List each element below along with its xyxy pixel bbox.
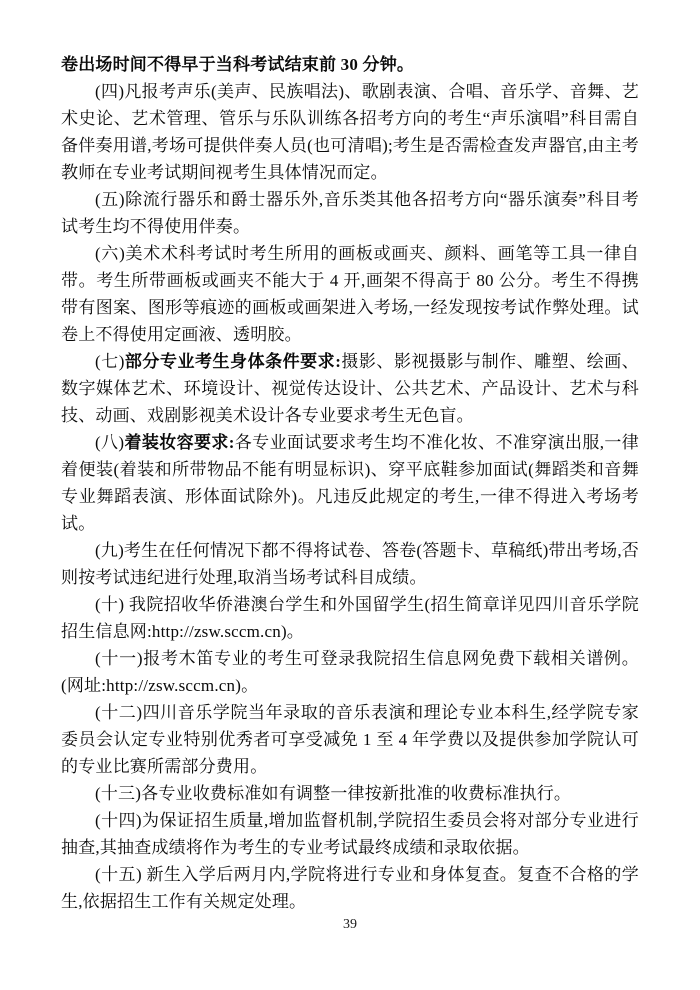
paragraph: [61, 429, 639, 537]
paragraph: [61, 591, 639, 645]
paragraph: [61, 699, 639, 780]
page-number: 39: [343, 917, 357, 932]
paragraph: [61, 537, 639, 591]
paragraph: [61, 78, 639, 186]
paragraph: [61, 807, 639, 861]
paragraph: [61, 861, 639, 915]
paragraph: [61, 348, 639, 429]
text-run: (十三)各专业收费标准如有调整一律按新批准的收费标准执行。: [95, 784, 572, 803]
text-run-bold: 部分专业考生身体条件要求:: [124, 352, 342, 371]
paragraph: [61, 780, 639, 807]
paragraph: [61, 186, 639, 240]
text-run: (七): [95, 352, 125, 371]
text-run: (九)考生在任何情况下都不得将试卷、答卷(答题卡、草稿纸)带出考场,否则按考试违纪进行处理,取消当场考试科目成绩。: [61, 541, 639, 587]
paragraph: [61, 240, 639, 348]
text-run-bold: 着装妆容要求:: [124, 433, 235, 452]
text-run: (四)凡报考声乐(美声、民族唱法)、歌剧表演、合唱、音乐学、音舞、艺术史论、艺术管理、管乐与乐队训练各招考方向的考生“声乐演唱”科目需自备伴奏用谱,考场可提供伴奏人员(也可清唱);考生是否需检查发声器官,由主考教师在专业考试期间视考生具体情况而定。: [61, 82, 639, 182]
text-run: (十四)为保证招生质量,增加监督机制,学院招生委员会将对部分专业进行抽查,其抽查成绩将作为考生的专业考试最终成绩和录取依据。: [61, 811, 639, 857]
text-run-bold: 卷出场时间不得早于当科考试结束前 30 分钟。: [61, 55, 415, 74]
text-run: (十五) 新生入学后两月内,学院将进行专业和身体复查。复查不合格的学生,依据招生工作有关规定处理。: [61, 865, 639, 911]
text-run: (八): [95, 433, 125, 452]
text-run: (十) 我院招收华侨港澳台学生和外国留学生(招生简章详见四川音乐学院招生信息网:http://zsw.sccm.cn)。: [61, 595, 639, 641]
text-run: (六)美术术科考试时考生所用的画板或画夹、颜料、画笔等工具一律自带。考生所带画板或画夹不能大于 4 开,画架不得高于 80 公分。考生不得携带有图案、图形等痕迹的画板或画架进入考场,一经发现按考试作弊处理。试卷上不得使用定画液、透明胶。: [61, 244, 639, 344]
text-run: 摄影、影视摄影与制作、雕塑、绘画、数字媒体艺术、环境设计、视觉传达设计、公共艺术、产品设计、艺术与科技、动画、戏剧影视美术设计各专业要求考生无色盲。: [61, 352, 639, 425]
text-run: (五)除流行器乐和爵士器乐外,音乐类其他各招考方向“器乐演奏”科目考试考生均不得使用伴奏。: [61, 190, 639, 236]
document-body: [61, 51, 639, 915]
text-run: (十二)四川音乐学院当年录取的音乐表演和理论专业本科生,经学院专家委员会认定专业特别优秀者可享受减免 1 至 4 年学费以及提供参加学院认可的专业比赛所需部分费用。: [61, 703, 639, 776]
text-run: (十一)报考木笛专业的考生可登录我院招生信息网免费下载相关谱例。(网址:http://zsw.sccm.cn)。: [61, 649, 639, 695]
paragraph: [61, 51, 639, 78]
text-run: 各专业面试要求考生均不准化妆、不准穿演出服,一律着便装(着装和所带物品不能有明显标识)、穿平底鞋参加面试(舞蹈类和音舞专业舞蹈表演、形体面试除外)。凡违反此规定的考生,一律不得进入考场考试。: [61, 433, 639, 533]
paragraph: [61, 645, 639, 699]
